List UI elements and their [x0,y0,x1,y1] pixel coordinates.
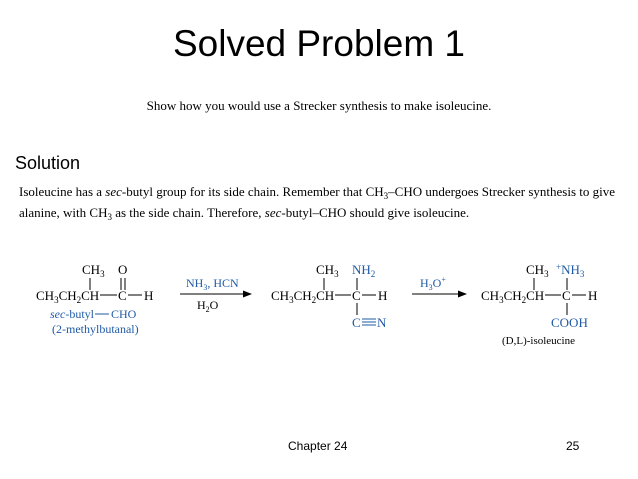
product-name: (D,L)-isoleucine [502,335,575,347]
reactant-methyl: $CH_3$ [82,262,105,279]
footer-page-number: 25 [566,439,580,453]
product-carbon: C [562,288,571,303]
solution-text-part: -butyl–CHO should give isoleucine. [281,205,470,220]
arrow1-reagent-above: $NH_3$, HCN [186,276,239,292]
reactant-label-cho: CHO [111,307,137,321]
solution-heading: Solution [15,153,81,173]
product-chain: $CH_3CH_2CH$ [481,288,545,305]
solution-text-subscript: 3 [107,212,112,222]
reactant-name: (2-methylbutanal) [52,322,139,336]
reactant-hydrogen: H [144,288,154,303]
product-structure [481,262,597,347]
intermediate-methyl: $CH_3$ [316,262,339,279]
problem-statement: Show how you would use a Strecker synthesis to make isoleucine. [146,98,492,113]
reaction-arrow-2 [412,275,467,298]
footer-chapter: Chapter 24 [288,439,348,453]
product-ammonium: $^+NH_3$ [556,262,585,279]
product-methyl: $CH_3$ [526,262,549,279]
arrow1-reagent-below: $H_2O$ [197,298,219,314]
intermediate-nitrile-carbon: C [352,315,361,330]
arrow2-reagent-above: $H_3O^+$ [420,275,446,292]
solution-text-subscript: 3 [383,191,389,201]
intermediate-structure [271,262,387,330]
slide-title: Solved Problem 1 [172,23,466,64]
reactant-carbonyl-carbon: C [118,288,127,303]
solution-text-part: as the side chain. Therefore, [111,205,265,220]
solution-text-part: –CHO undergoes Strecker synthesis to give alanine, with CH [19,184,616,220]
arrow2-head [458,291,467,298]
solution-text-italic: sec [105,184,122,199]
intermediate-chain: $CH_3CH_2CH$ [271,288,335,305]
solution-text-part: -butyl group for its side chain. Remember that CH [121,184,384,199]
intermediate-hydrogen: H [378,288,388,303]
intermediate-nitrogen: N [377,315,387,330]
arrow1-head [243,291,252,298]
reaction-scheme [0,240,638,355]
reactant-oxygen: O [118,262,128,277]
solution-text-part: Isoleucine has a [19,184,106,199]
solution-text-italic: sec [264,205,282,220]
intermediate-carbon: C [352,288,361,303]
reactant-chain: $CH_3CH_2CH$ [36,288,100,305]
product-carboxyl: COOH [551,315,588,330]
reactant-structure [36,262,153,336]
product-hydrogen: H [588,288,598,303]
reaction-arrow-1 [180,276,252,314]
reactant-label-secbutyl: sec-butyl [50,307,94,321]
intermediate-amine: $NH_2$ [352,262,376,279]
solution-text [19,181,629,223]
